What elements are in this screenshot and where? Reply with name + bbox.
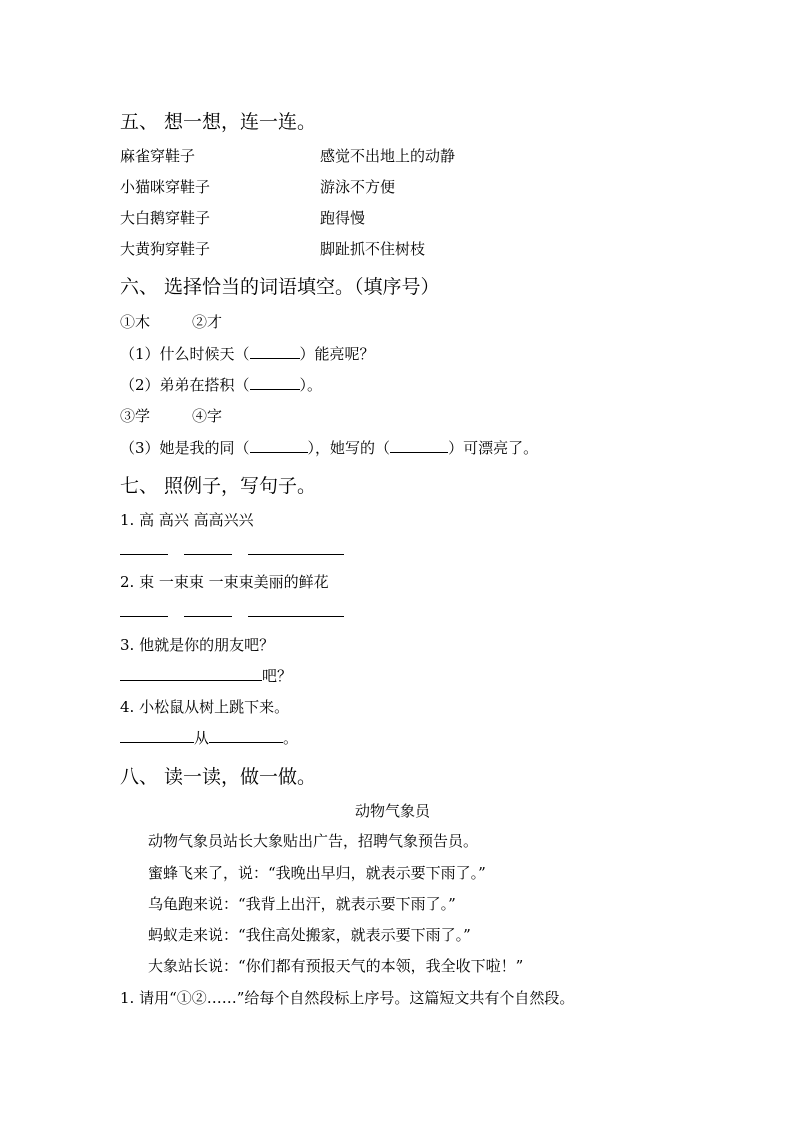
question-text: ）可漂亮了。	[448, 439, 539, 457]
answer-blank[interactable]	[250, 375, 300, 390]
story-title: 动物气象员	[355, 802, 431, 820]
answer-blank[interactable]	[120, 666, 262, 681]
answer-line[interactable]	[184, 616, 232, 617]
match-right-item: 游泳不方便	[320, 178, 396, 196]
question-text: （2）弟弟在搭积（	[120, 376, 250, 394]
story-paragraph: 乌龟跑来说：“我背上出汗，就表示要下雨了。”	[148, 895, 456, 913]
example-7-2: 2. 束 一束束 一束束美丽的鲜花	[120, 573, 329, 591]
answer-line[interactable]	[248, 554, 344, 555]
answer-7-3	[120, 665, 292, 686]
answer-mid: 从	[194, 729, 210, 747]
answer-blank[interactable]	[390, 438, 448, 453]
question-text: ），她写的（	[307, 439, 391, 457]
story-paragraph: 蚂蚁走来说：“我住高处搬家，就表示要下雨了。”	[148, 926, 471, 944]
question-8-1: 1. 请用“①②……”给每个自然段标上序号。这篇短文共有个自然段。	[120, 989, 575, 1007]
example-7-3: 3. 他就是你的朋友吧？	[120, 636, 275, 654]
option-item: ④字	[192, 407, 223, 425]
match-left-item: 麻雀穿鞋子	[120, 147, 196, 165]
question-text: （3）她是我的同（	[120, 439, 250, 457]
answer-7-4	[120, 727, 298, 748]
section-5-heading: 五、 想一想，连一连。	[120, 111, 317, 133]
question-6-3	[120, 437, 538, 458]
question-text: ）。	[299, 376, 323, 394]
answer-blank[interactable]	[250, 438, 308, 453]
section-6-heading: 六、 选择恰当的词语填空。（填序号）	[120, 276, 440, 298]
match-left-item: 小猫咪穿鞋子	[120, 178, 211, 196]
example-7-4: 4. 小松鼠从树上跳下来。	[120, 698, 290, 716]
question-text: ）能亮呢？	[299, 345, 375, 363]
match-left-item: 大黄狗穿鞋子	[120, 240, 211, 258]
question-6-1	[120, 343, 375, 364]
option-item: ①木	[120, 313, 151, 331]
answer-end: 。	[283, 729, 299, 747]
match-right-item: 脚趾抓不住树枝	[320, 240, 426, 258]
answer-blank[interactable]	[209, 728, 283, 743]
match-right-item: 跑得慢	[320, 209, 366, 227]
example-7-1: 1. 高 高兴 高高兴兴	[120, 511, 254, 529]
answer-blank[interactable]	[250, 344, 300, 359]
question-text: （1）什么时候天（	[120, 345, 250, 363]
match-right-item: 感觉不出地上的动静	[320, 147, 456, 165]
story-paragraph: 大象站长说：“你们都有预报天气的本领，我全收下啦！”	[148, 957, 524, 975]
option-item: ③学	[120, 407, 151, 425]
answer-blank[interactable]	[120, 728, 194, 743]
section-8-heading: 八、 读一读，做一做。	[120, 766, 317, 788]
answer-line[interactable]	[120, 616, 168, 617]
answer-line[interactable]	[184, 554, 232, 555]
answer-suffix: 吧？	[262, 667, 293, 685]
story-paragraph: 蜜蜂飞来了，说：“我晚出早归，就表示要下雨了。”	[148, 864, 486, 882]
answer-line[interactable]	[120, 554, 168, 555]
story-paragraph: 动物气象员站长大象贴出广告，招聘气象预告员。	[148, 832, 479, 850]
section-7-heading: 七、 照例子，写句子。	[120, 475, 317, 497]
answer-line[interactable]	[248, 616, 344, 617]
option-item: ②才	[192, 313, 223, 331]
question-6-2	[120, 374, 322, 395]
match-left-item: 大白鹅穿鞋子	[120, 209, 211, 227]
